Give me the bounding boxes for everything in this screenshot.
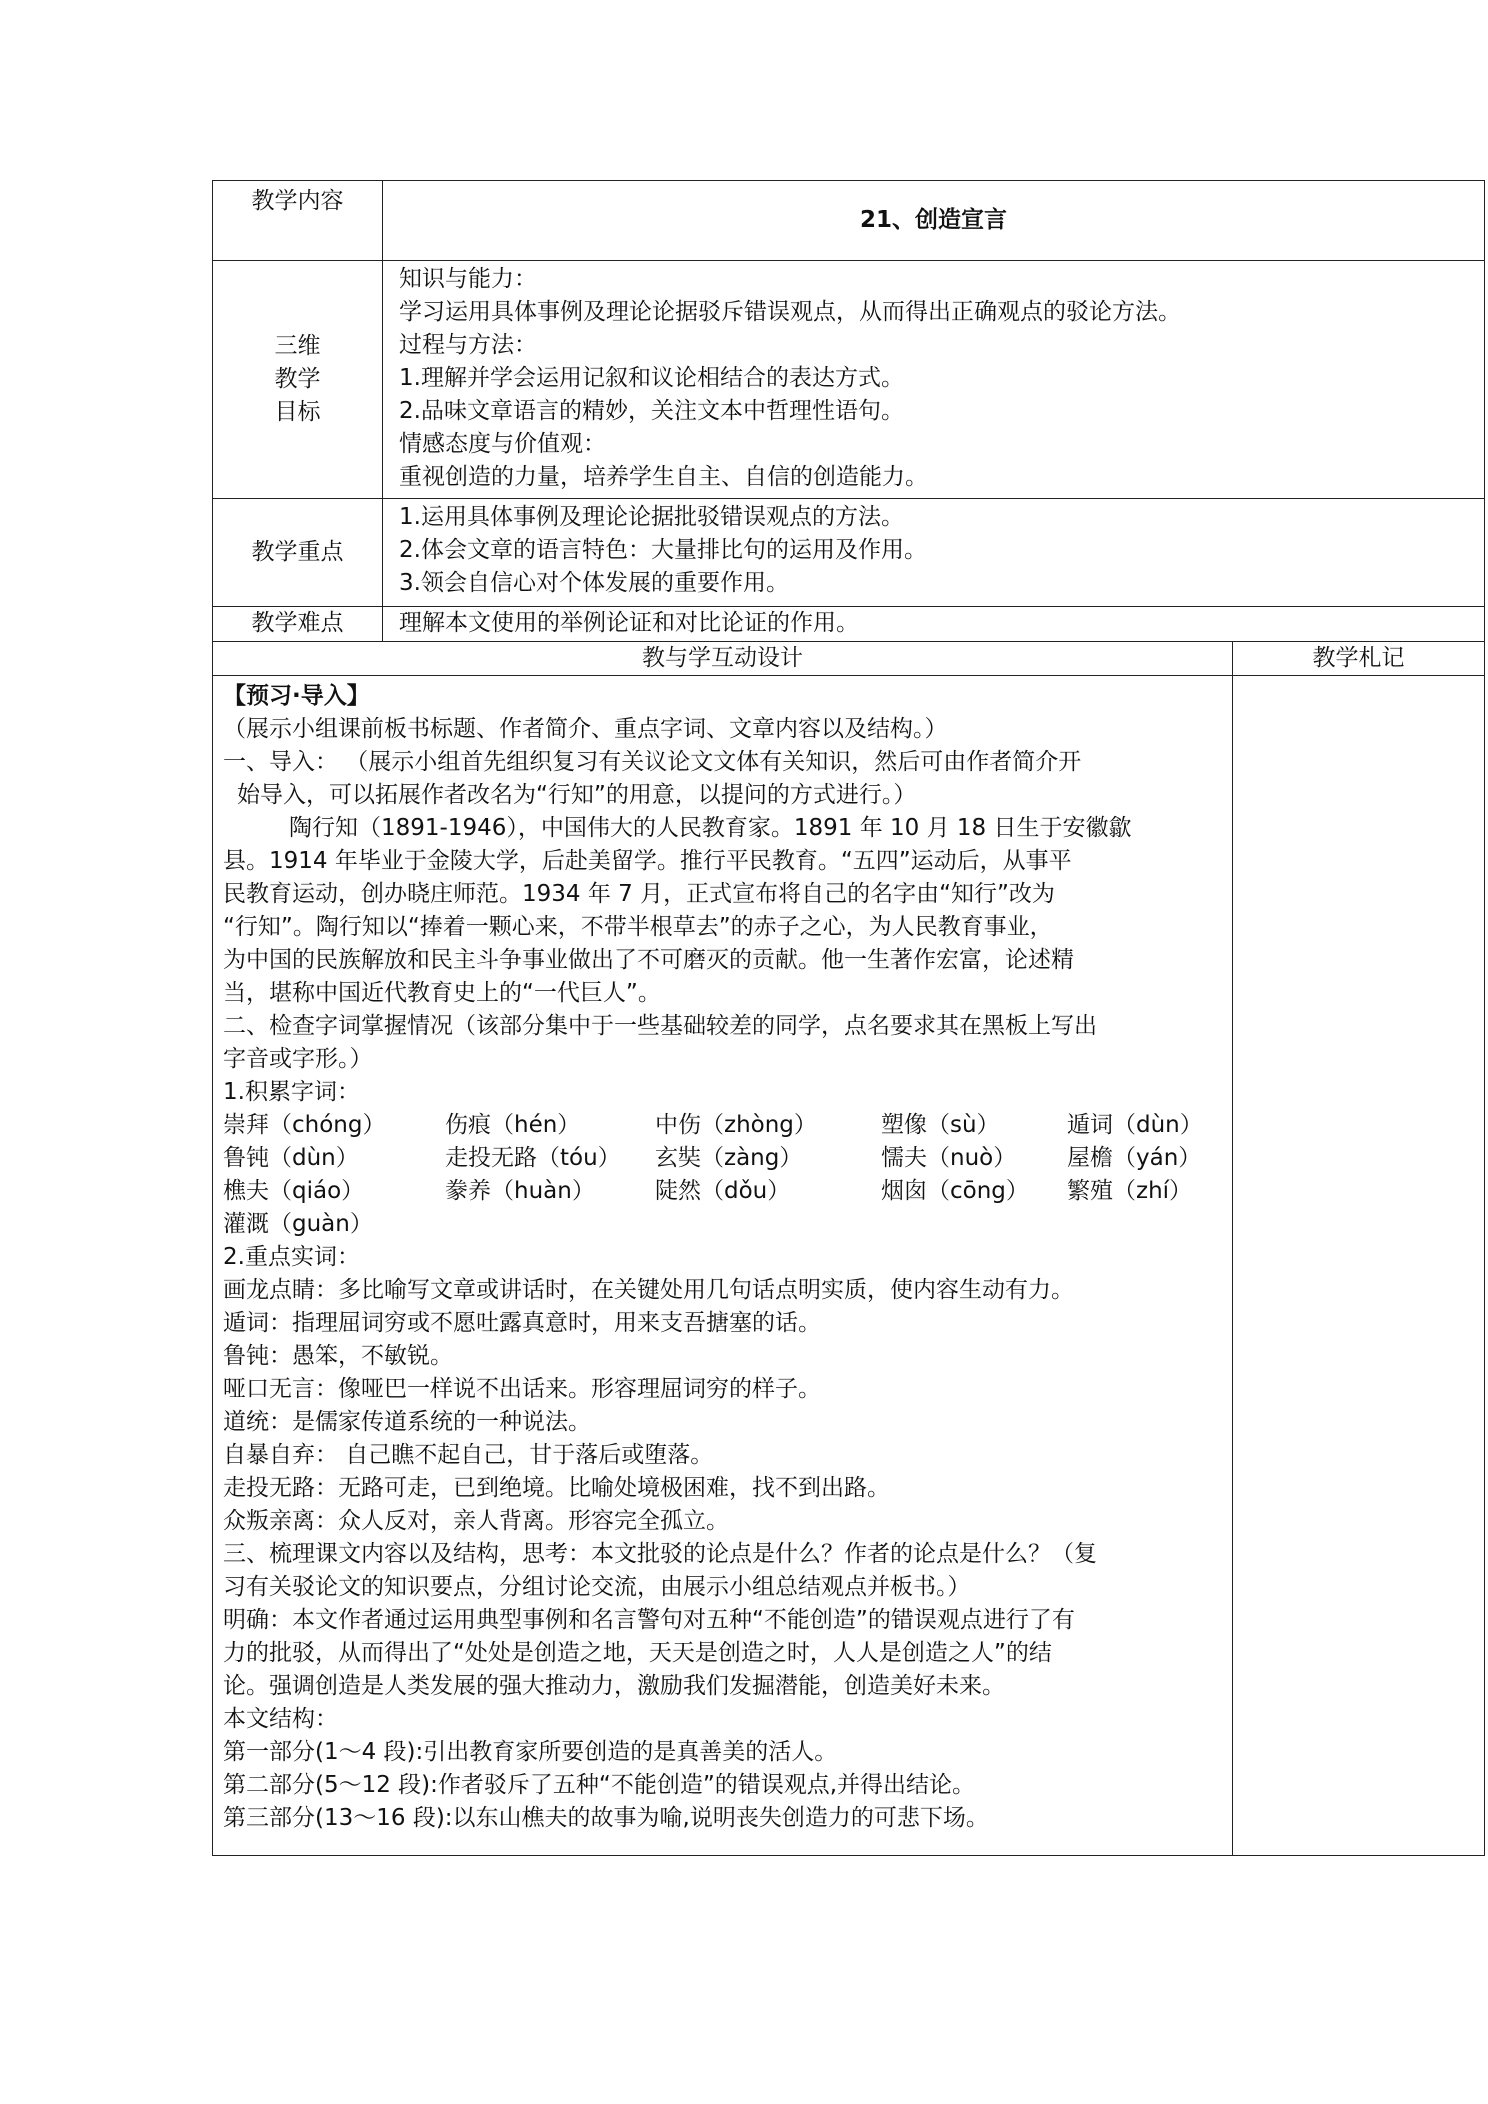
vocab-item: 塑像（sù） [881,1112,1000,1138]
vocab-item: 中伤（zhòng） [655,1112,817,1138]
key-points-row [213,499,1485,607]
key-words-title: 2.重点实词： [223,1244,360,1270]
check-line: 二、检查字词掌握情况（该部分集中于一些基础较差的同学，点名要求其在黑板上写出 [223,1013,1097,1039]
analysis-line: 力的批驳，从而得出了“处处是创造之地，天天是创造之时，人人是创造之人”的结 [223,1640,1052,1666]
objective-line: 2.品味文章语言的精妙，关注文本中哲理性语句。 [399,398,904,424]
analysis-line: 第二部分(5～12 段):作者驳斥了五种“不能创造”的错误观点,并得出结论。 [223,1772,976,1798]
objectives-label-line: 教学 [274,366,321,392]
bio-line: 为中国的民族解放和民主斗争事业做出了不可磨灭的贡献。他一生著作宏富，论述精 [223,947,1074,973]
vocab-item: 懦夫（nuò） [881,1145,1017,1171]
vocab-item: 玄奘（zàng） [655,1145,803,1171]
key-point-line: 1.运用具体事例及理论论据批驳错误观点的方法。 [399,504,904,530]
key-word-line: 自暴自弃： 自己瞧不起自己，甘于落后或堕落。 [223,1442,714,1468]
difficulty-content: 理解本文使用的举例论证和对比论证的作用。 [383,607,1485,642]
key-word-line: 哑口无言：像哑巴一样说不出话来。形容理屈词穷的样子。 [223,1376,821,1402]
key-word-line: 画龙点睛：多比喻写文章或讲话时，在关键处用几句话点明实质，使内容生动有力。 [223,1277,1074,1303]
key-point-line: 2.体会文章的语言特色：大量排比句的运用及作用。 [399,537,927,563]
bio-line: 县。1914 年毕业于金陵大学，后赴美留学。推行平民教育。“五四”运动后，从事平 [223,848,1072,874]
difficulty-row [213,607,1485,642]
vocab-item: 樵夫（qiáo） [223,1178,365,1204]
content-row [213,181,1485,261]
vocab-item: 鲁钝（dùn） [223,1145,359,1171]
objective-line: 知识与能力： [399,266,537,292]
vocab-item: 屋檐（yán） [1067,1145,1202,1171]
bio-line: 当，堪称中国近代教育史上的“一代巨人”。 [223,980,661,1006]
design-header-row [213,642,1485,676]
analysis-line: 第一部分(1～4 段):引出教育家所要创造的是真善美的活人。 [223,1739,838,1765]
vocab-item: 走投无路（tóu） [445,1145,621,1171]
key-word-line: 众叛亲离：众人反对，亲人背离。形容完全孤立。 [223,1508,729,1534]
vocab-row [223,1175,1224,1208]
vocab-item: 烟囱（cōng） [881,1178,1029,1204]
vocab-row [223,1208,1224,1241]
design-body [213,676,1233,1856]
design-body-row [213,676,1485,1856]
objectives-content [383,261,1485,499]
check-line: 字音或字形。） [223,1046,373,1072]
vocab-item: 繁殖（zhí） [1067,1178,1193,1204]
objective-line: 过程与方法： [399,332,537,358]
vocab-row [223,1142,1224,1175]
design-header: 教与学互动设计 [213,642,1233,676]
intro-line: 始导入，可以拓展作者改名为“行知”的用意，以提问的方式进行。） [237,782,917,808]
vocab-item: 陡然（dǒu） [655,1178,791,1204]
vocab-item: 伤痕（hén） [445,1112,581,1138]
intro-line: （展示小组课前板书标题、作者简介、重点字词、文章内容以及结构。） [223,716,948,742]
analysis-line: 本文结构： [223,1706,338,1732]
objective-line: 学习运用具体事例及理论论据驳斥错误观点，从而得出正确观点的驳论方法。 [399,299,1181,325]
objectives-label [213,261,383,499]
bio-line: 陶行知（1891-1946），中国伟大的人民教育家。1891 年 10 月 18 日生于安徽歙 [289,815,1132,841]
analysis-line: 三、梳理课文内容以及结构，思考：本文批驳的论点是什么？作者的论点是什么？（复 [223,1541,1097,1567]
lesson-title: 21、创造宣言 [383,181,1485,261]
vocab-title: 1.积累字词： [223,1079,360,1105]
key-word-line: 遁词：指理屈词穷或不愿吐露真意时，用来支吾搪塞的话。 [223,1310,821,1336]
intro-line: 一、导入： （展示小组首先组织复习有关议论文文体有关知识，然后可由作者简介开 [223,749,1082,775]
bio-line: 民教育运动，创办晓庄师范。1934 年 7 月，正式宣布将自己的名字由“知行”改为 [223,881,1055,907]
key-points-label: 教学重点 [213,499,383,607]
analysis-line: 第三部分(13～16 段):以东山樵夫的故事为喻,说明丧失创造力的可悲下场。 [223,1805,989,1831]
objectives-label-line: 目标 [274,399,321,425]
vocab-item: 灌溉（guàn） [223,1211,373,1237]
notes-body [1233,676,1485,1856]
bio-line: “行知”。陶行知以“捧着一颗心来，不带半根草去”的赤子之心，为人民教育事业， [223,914,1053,940]
analysis-line: 论。强调创造是人类发展的强大推动力，激励我们发掘潜能，创造美好未来。 [223,1673,1005,1699]
key-word-line: 鲁钝：愚笨，不敏锐。 [223,1343,453,1369]
objective-line: 情感态度与价值观： [399,431,606,457]
vocab-item: 遁词（dùn） [1067,1112,1203,1138]
difficulty-label: 教学难点 [213,607,383,642]
notes-header: 教学札记 [1233,642,1485,676]
key-points-content [383,499,1485,607]
analysis-line: 明确：本文作者通过运用典型事例和名言警句对五种“不能创造”的错误观点进行了有 [223,1607,1075,1633]
objectives-row [213,261,1485,499]
vocab-item: 崇拜（chóng） [223,1112,386,1138]
lesson-plan-table [212,180,1485,1856]
objective-line: 1.理解并学会运用记叙和议论相结合的表达方式。 [399,365,904,391]
vocab-row [223,1109,1224,1142]
content-label: 教学内容 [213,181,383,261]
analysis-line: 习有关驳论文的知识要点，分组讨论交流，由展示小组总结观点并板书。） [223,1574,971,1600]
objective-line: 重视创造的力量，培养学生自主、自信的创造能力。 [399,464,928,490]
vocab-item: 豢养（huàn） [445,1178,595,1204]
section-title: 【预习·导入】 [223,683,370,709]
key-word-line: 走投无路：无路可走，已到绝境。比喻处境极困难，找不到出路。 [223,1475,890,1501]
key-word-line: 道统：是儒家传道系统的一种说法。 [223,1409,591,1435]
key-point-line: 3.领会自信心对个体发展的重要作用。 [399,570,789,596]
objectives-label-line: 三维 [274,333,321,359]
